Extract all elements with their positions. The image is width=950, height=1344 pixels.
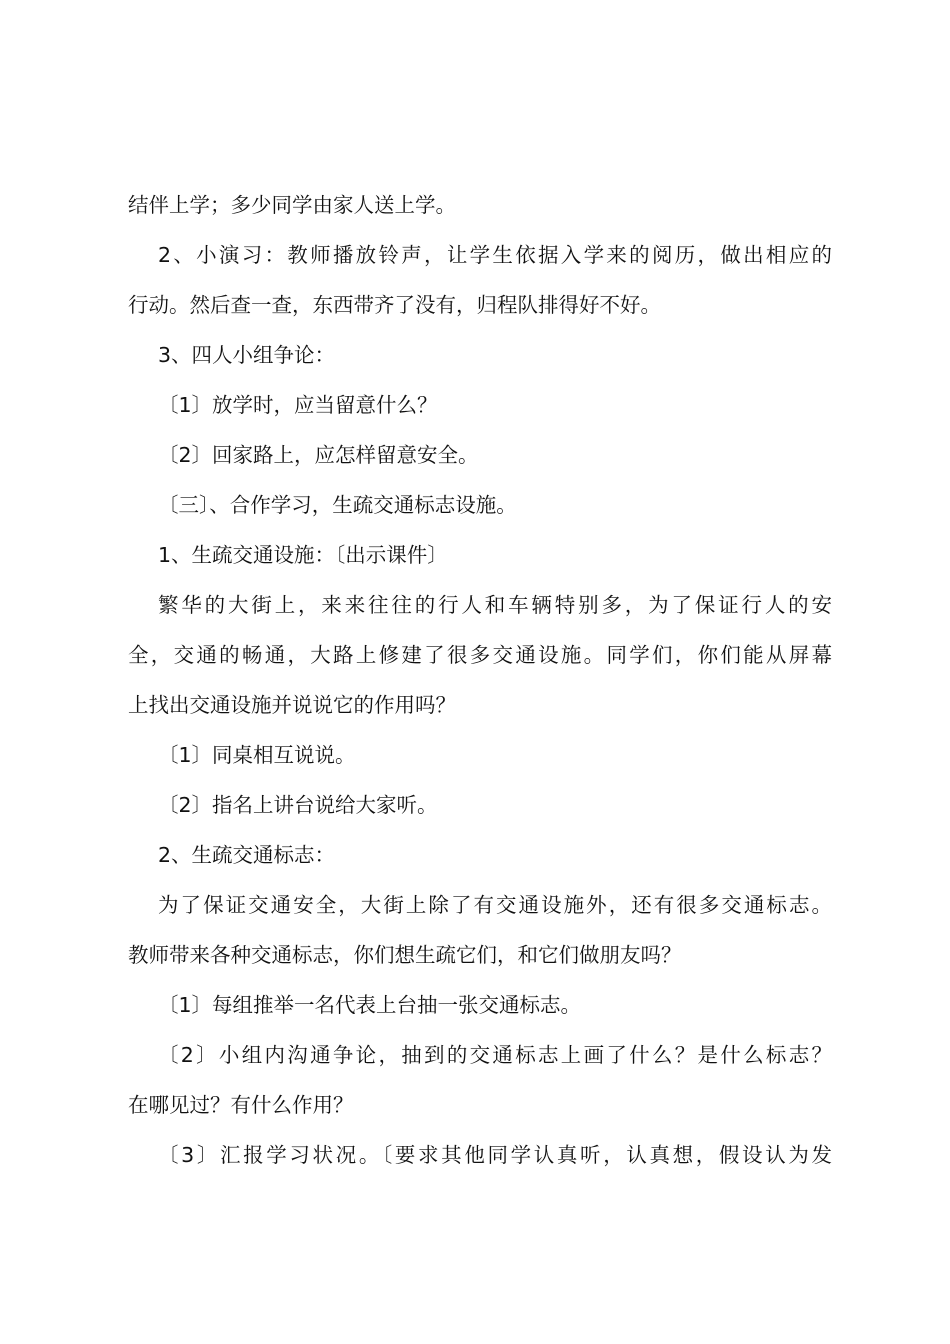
text-line: 〔2〕回家路上，应怎样留意安全。	[158, 443, 479, 467]
text-line: 〔3〕汇报学习状况。〔要求其他同学认真听，认真想，假设认为发	[158, 1143, 832, 1167]
text-line: 上找出交通设施并说说它的作用吗？	[128, 693, 456, 717]
text-line: 繁华的大街上，来来往往的行人和车辆特别多，为了保证行人的安	[158, 593, 832, 617]
text-line: 3、四人小组争论：	[158, 343, 336, 367]
text-line: 教师带来各种交通标志，你们想生疏它们，和它们做朋友吗？	[128, 943, 682, 967]
text-line: 〔1〕同桌相互说说。	[158, 743, 356, 767]
text-line: 〔1〕放学时，应当留意什么？	[158, 393, 438, 417]
text-line: 1、生疏交通设施：〔出示课件〕	[158, 543, 448, 567]
text-line: 〔2〕小组内沟通争论，抽到的交通标志上画了什么？是什么标志？	[158, 1043, 832, 1067]
text-line: 2、小演习：教师播放铃声，让学生依据入学来的阅历，做出相应的	[158, 243, 832, 267]
text-line: 行动。然后查一查，东西带齐了没有，归程队排得好不好。	[128, 293, 661, 317]
document-body	[128, 180, 832, 1180]
text-line: 〔三〕、合作学习，生疏交通标志设施。	[158, 493, 517, 517]
text-line: 为了保证交通安全，大街上除了有交通设施外，还有很多交通标志。	[158, 893, 832, 917]
text-line: 〔1〕每组推举一名代表上台抽一张交通标志。	[158, 993, 582, 1017]
text-line: 全，交通的畅通，大路上修建了很多交通设施。同学们，你们能从屏幕	[128, 643, 832, 667]
text-line: 〔2〕指名上讲台说给大家听。	[158, 793, 438, 817]
text-line: 2、生疏交通标志：	[158, 843, 336, 867]
text-line: 结伴上学；多少同学由家人送上学。	[128, 193, 456, 217]
text-line: 在哪见过？有什么作用？	[128, 1093, 354, 1117]
